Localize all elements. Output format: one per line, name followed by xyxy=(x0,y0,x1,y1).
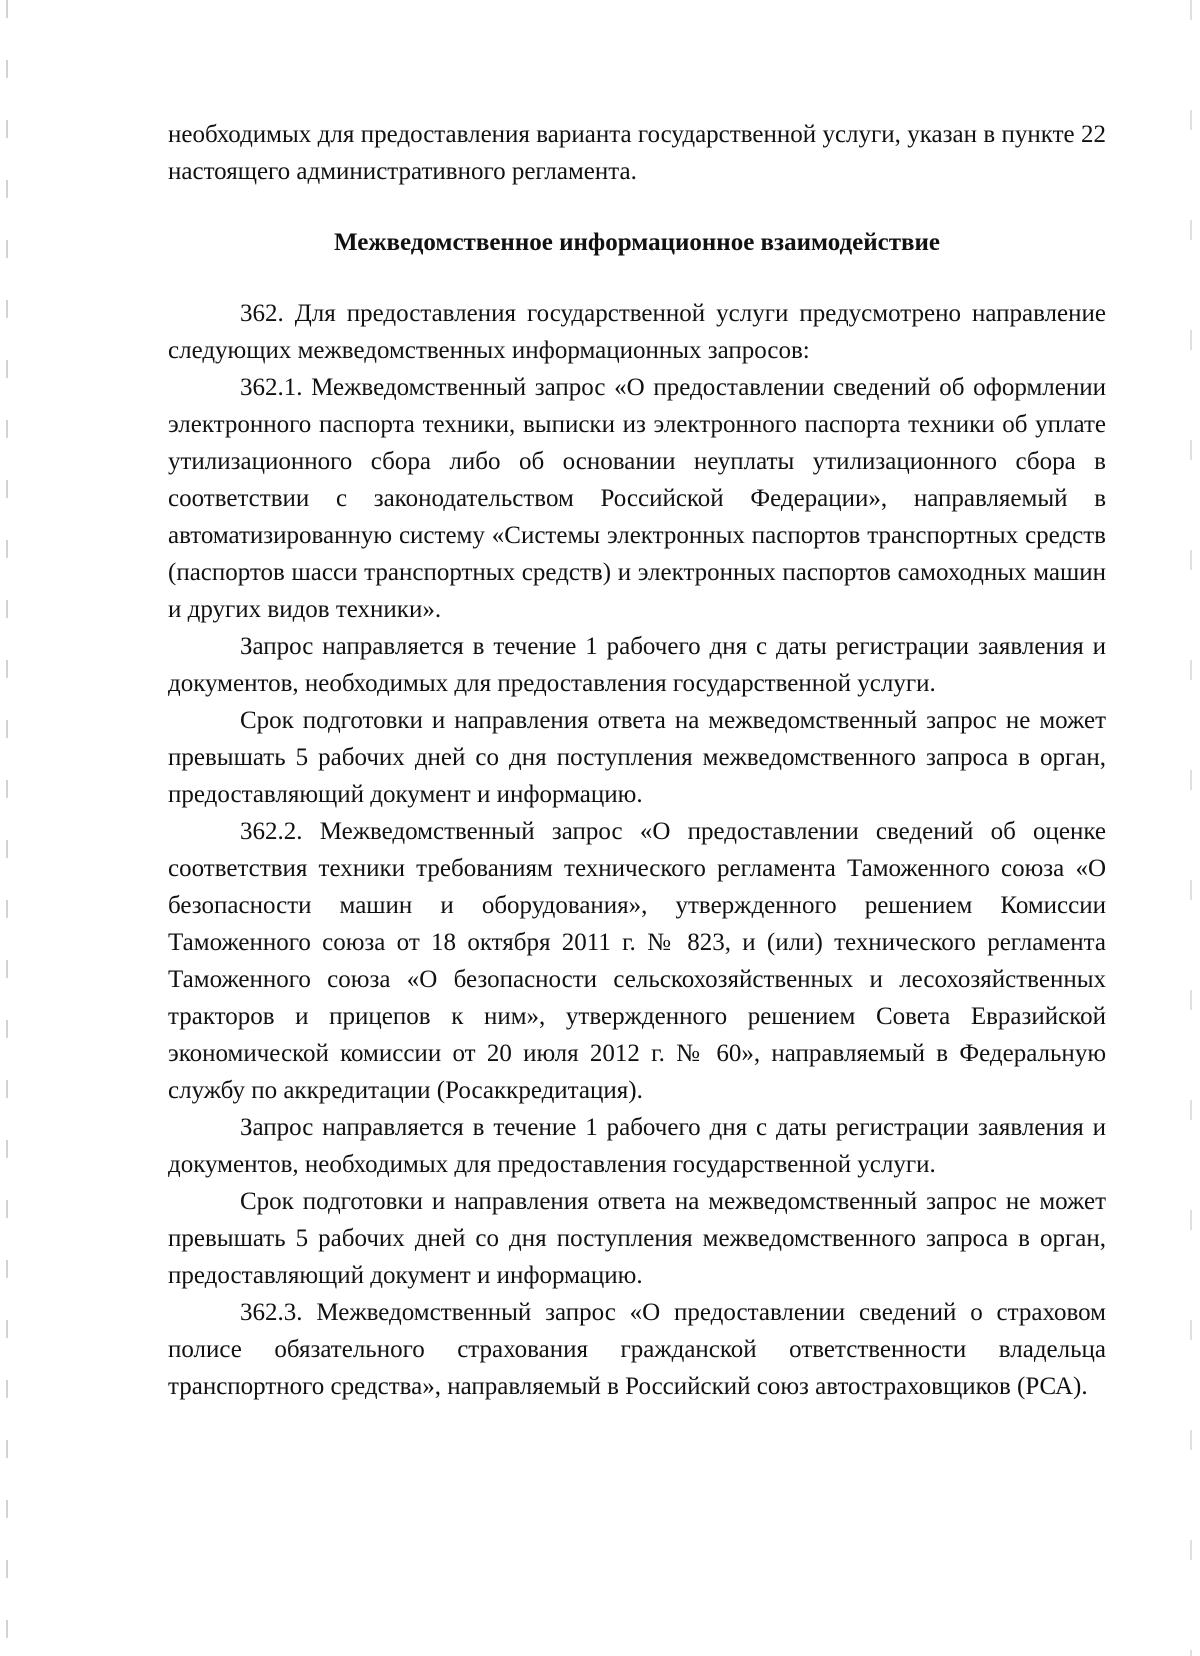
paragraph-362: 362. Для предоставления государственной услуги предусмотрено направление следующих межведомственных информационных запросов: xyxy=(168,300,1106,364)
section-heading: Межведомственное информационное взаимодействие xyxy=(334,229,940,256)
scan-edge-right xyxy=(1190,0,1192,1656)
paragraph-362-1-request-term: Запрос направляется в течение 1 рабочего дня с даты регистрации заявления и документов, необходимых для предоставления государственной услуги. xyxy=(168,633,1106,697)
paragraph-362-2-response-term: Срок подготовки и направления ответа на межведомственный запрос не может превышать 5 рабочих дней со дня поступления межведомственного запроса в орган, предоставляющий документ и информацию. xyxy=(168,1188,1106,1289)
paragraph-362-1: 362.1. Межведомственный запрос «О предоставлении сведений об оформлении электронного паспорта техники, выписки из электронного паспорта техники об уплате утилизационного сбора либо об основании неуплаты утилизационного сбора в соответствии с законодательством Российской Федерации», направляемый в автоматизированную систему «Системы электронных паспортов транспортных средств (паспортов шасси транспортных средств) и электронных паспортов самоходных машин и других видов техники». xyxy=(168,374,1106,623)
document-body xyxy=(168,116,1106,1405)
paragraph-362-2-request-term: Запрос направляется в течение 1 рабочего дня с даты регистрации заявления и документов, необходимых для предоставления государственной услуги. xyxy=(168,1114,1106,1178)
paragraph-362-2: 362.2. Межведомственный запрос «О предоставлении сведений об оценке соответствия техники требованиям технического регламента Таможенного союза «О безопасности машин и оборудования», утвержденного решением Комиссии Таможенного союза от 18 октября 2011 г. № 823, и (или) технического регламента Таможенного союза «О безопасности сельскохозяйственных и лесохозяйственных тракторов и прицепов к ним», утвержденного решением Совета Евразийской экономической комиссии от 20 июля 2012 г. № 60», направляемый в Федеральную службу по аккредитации (Росаккредитация). xyxy=(168,818,1106,1104)
continuation-paragraph: необходимых для предоставления варианта государственной услуги, указан в пункте 22 настоящего административного регламента. xyxy=(168,121,1106,185)
paragraph-362-3: 362.3. Межведомственный запрос «О предоставлении сведений о страховом полисе обязательного страхования гражданской ответственности владельца транспортного средства», направляемый в Российский союз автостраховщиков (РСА). xyxy=(168,1299,1106,1400)
scan-edge-left xyxy=(6,0,8,1656)
paragraph-362-1-response-term: Срок подготовки и направления ответа на межведомственный запрос не может превышать 5 рабочих дней со дня поступления межведомственного запроса в орган, предоставляющий документ и информацию. xyxy=(168,707,1106,808)
